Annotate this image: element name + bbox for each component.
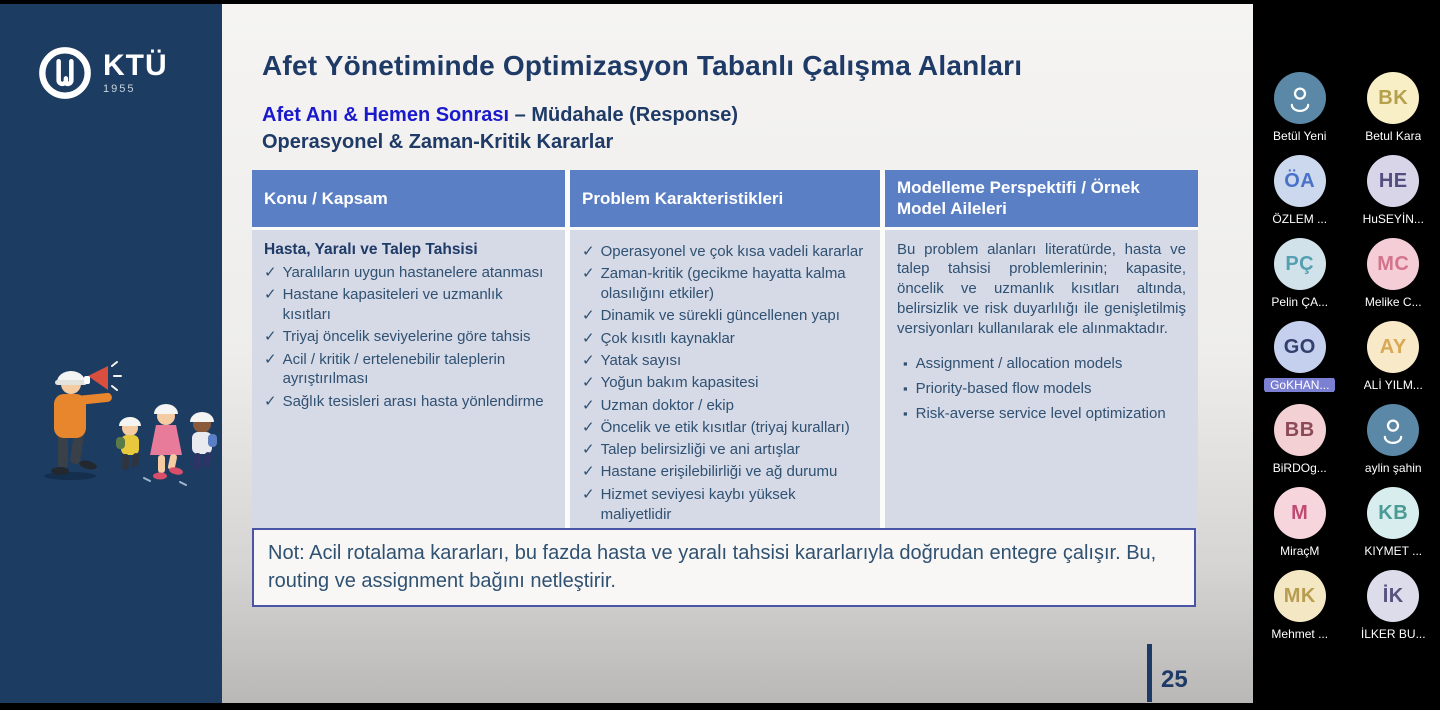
checkmark-icon: ✓ — [264, 350, 277, 368]
participant-name — [1264, 378, 1335, 392]
check-item-text: Yaralıların uygun hastanelere atanması — [282, 263, 544, 281]
ktu-logo — [36, 44, 168, 102]
check-item — [582, 485, 868, 525]
participant-avatar-icon — [1367, 404, 1419, 456]
check-item — [582, 264, 868, 304]
shared-slide — [222, 4, 1253, 703]
check-item — [582, 306, 868, 326]
check-item — [582, 351, 868, 371]
participant-avatar-initials: PÇ — [1274, 238, 1326, 290]
participant-tile[interactable] — [1255, 72, 1345, 143]
check-item-text: Öncelik ve etik kısıtlar (triyaj kuralları) — [600, 418, 850, 436]
slide-subtitle — [262, 102, 738, 156]
participant-avatar-initials: MK — [1274, 570, 1326, 622]
check-item-text: Hastane erişilebilirliği ve ağ durumu — [600, 463, 838, 481]
participant-name: Betül Yeni — [1273, 129, 1327, 143]
table-cell-problem — [570, 230, 880, 543]
check-item-text: Hastane kapasiteleri ve uzmanlık kısıtları — [282, 286, 503, 324]
participant-tile[interactable] — [1255, 404, 1345, 475]
checkmark-icon: ✓ — [582, 307, 595, 325]
participant-tile[interactable] — [1348, 570, 1438, 641]
model-paragraph: Bu problem alanları literatürde, hasta ve talep tahsisi problemlerinin; kapasite, öncelik ve uzmanlık kısıtları altında, belirsizlik ve risk duyarlılığı ile genişletilmiş versiyonları kullanılarak ele alınmaktadır. — [897, 240, 1186, 337]
participants-panel — [1253, 0, 1440, 710]
participant-tile[interactable] — [1255, 238, 1345, 309]
person-icon — [1378, 415, 1408, 445]
participant-tile[interactable] — [1348, 321, 1438, 392]
page-number-bar — [1147, 644, 1152, 702]
bullet-icon: ▪ — [903, 356, 908, 372]
check-item-text: Yoğun bakım kapasitesi — [600, 374, 759, 392]
checkmark-icon: ✓ — [582, 265, 595, 283]
page-number-block — [1147, 644, 1188, 702]
participant-avatar-initials: ÖA — [1274, 155, 1326, 207]
table-cell-model — [885, 230, 1198, 543]
participant-name: Pelin ÇA... — [1271, 295, 1329, 309]
participant-avatar-initials: AY — [1367, 321, 1419, 373]
check-item-text: Acil / kritik / ertelenebilir taleplerin ayrıştırılması — [282, 350, 506, 388]
subtitle-rest: – Müdahale (Response) — [509, 104, 739, 126]
participant-avatar-initials: BB — [1274, 404, 1326, 456]
participant-name: Mehmet ... — [1271, 627, 1329, 641]
participant-name: ALİ YILM... — [1363, 378, 1423, 392]
checkmark-icon: ✓ — [582, 351, 595, 369]
participant-name: aylin şahin — [1364, 461, 1422, 475]
check-item — [264, 392, 553, 412]
bullet-item — [903, 404, 1186, 425]
checkmark-icon: ✓ — [264, 392, 277, 410]
check-item-text: Dinamik ve sürekli güncellenen yapı — [600, 307, 840, 325]
table-header-konu: Konu / Kapsam — [252, 170, 565, 227]
logo-acronym: KTÜ — [103, 49, 168, 82]
check-item-text: Triyaj öncelik seviyelerine göre tahsis — [282, 328, 531, 346]
check-item — [582, 329, 868, 349]
participant-name: BiRDOg... — [1272, 461, 1327, 475]
check-item-text: Talep belirsizliği ve ani artışlar — [600, 441, 800, 459]
check-item — [582, 418, 868, 438]
checkmark-icon: ✓ — [582, 396, 595, 414]
checkmark-icon: ✓ — [582, 243, 595, 260]
check-item — [582, 396, 868, 416]
bullet-icon: ▪ — [903, 381, 908, 397]
ktu-logo-icon — [36, 44, 94, 102]
check-item-text: Uzman doktor / ekip — [600, 396, 734, 414]
bullet-icon: ▪ — [903, 406, 908, 422]
evacuation-drill-illustration — [8, 352, 220, 520]
participant-tile[interactable] — [1255, 321, 1345, 392]
subtitle-line2: Operasyonel & Zaman-Kritik Kararlar — [262, 131, 614, 153]
check-item — [582, 242, 868, 262]
bullet-item-text: Assignment / allocation models — [915, 355, 1123, 373]
check-item-text: Zaman-kritik (gecikme hayatta kalma olasılığını etkiler) — [600, 265, 846, 303]
participant-tile[interactable] — [1348, 404, 1438, 475]
university-sidebar — [0, 4, 222, 703]
check-item-text: Hizmet seviyesi kaybı yüksek maliyetlidir — [600, 485, 796, 523]
note-box: Not: Acil rotalama kararları, bu fazda hasta ve yaralı tahsisi kararlarıyla doğrudan entegre çalışır. Bu, routing ve assignment bağını netleştirir. — [252, 528, 1196, 607]
participant-tile[interactable] — [1348, 238, 1438, 309]
table-header-model: Modelleme Perspektifi / Örnek Model Aileleri — [885, 170, 1198, 227]
topic-table — [252, 170, 1198, 543]
table-cell-konu — [252, 230, 565, 543]
participant-name: Betul Kara — [1365, 129, 1422, 143]
participant-avatar-initials: İK — [1367, 570, 1419, 622]
participant-tile[interactable] — [1348, 155, 1438, 226]
participant-tile[interactable] — [1348, 487, 1438, 558]
checkmark-icon: ✓ — [582, 418, 595, 436]
page-number: 25 — [1161, 666, 1188, 693]
participant-avatar-initials: M — [1274, 487, 1326, 539]
check-item — [582, 440, 868, 460]
check-item — [582, 373, 868, 393]
check-item — [264, 327, 553, 347]
checkmark-icon: ✓ — [264, 328, 277, 346]
checkmark-icon: ✓ — [582, 463, 595, 481]
active-speaker-pill: GoKHAN... — [1264, 378, 1335, 392]
check-item-text: Operasyonel ve çok kısa vadeli kararlar — [600, 243, 864, 260]
bullet-item — [903, 379, 1186, 400]
participant-tile[interactable] — [1255, 155, 1345, 226]
check-item — [264, 285, 553, 325]
check-item-text: Sağlık tesisleri arası hasta yönlendirme — [282, 392, 544, 410]
participant-name: İLKER BU... — [1360, 627, 1426, 641]
participant-tile[interactable] — [1348, 72, 1438, 143]
check-item-text: Çok kısıtlı kaynaklar — [600, 329, 735, 347]
table-header-problem: Problem Karakteristikleri — [570, 170, 880, 227]
participant-avatar-icon — [1274, 72, 1326, 124]
bullet-item-text: Priority-based flow models — [915, 380, 1092, 398]
check-item — [582, 462, 868, 482]
slide-title: Afet Yönetiminde Optimizasyon Tabanlı Çalışma Alanları — [262, 50, 1023, 81]
checkmark-icon: ✓ — [582, 441, 595, 459]
participant-tile[interactable] — [1255, 487, 1345, 558]
konu-heading: Hasta, Yaralı ve Talep Tahsisi — [264, 240, 478, 258]
participant-name: Melike C... — [1364, 295, 1422, 309]
participant-name: HuSEYİN... — [1362, 212, 1424, 226]
subtitle-highlight: Afet Anı & Hemen Sonrası — [262, 104, 510, 126]
participant-avatar-initials: GO — [1274, 321, 1326, 373]
participant-avatar-initials: HE — [1367, 155, 1419, 207]
check-item — [264, 263, 553, 283]
bullet-item — [903, 354, 1186, 375]
participant-tile[interactable] — [1255, 570, 1345, 641]
participant-name: MiraçM — [1280, 544, 1320, 558]
checkmark-icon: ✓ — [264, 263, 277, 281]
checkmark-icon: ✓ — [582, 329, 595, 347]
check-item — [264, 350, 553, 390]
participant-name: KIYMET ... — [1364, 544, 1423, 558]
check-item-text: Yatak sayısı — [600, 351, 682, 369]
participant-avatar-initials: MC — [1367, 238, 1419, 290]
checkmark-icon: ✓ — [264, 286, 277, 304]
checkmark-icon: ✓ — [582, 374, 595, 392]
participant-name: ÖZLEM ... — [1272, 212, 1328, 226]
logo-year: 1955 — [103, 83, 136, 95]
person-icon — [1285, 83, 1315, 113]
checkmark-icon: ✓ — [582, 485, 595, 503]
participant-avatar-initials: BK — [1367, 72, 1419, 124]
participant-avatar-initials: KB — [1367, 487, 1419, 539]
bullet-item-text: Risk-averse service level optimization — [915, 405, 1166, 423]
